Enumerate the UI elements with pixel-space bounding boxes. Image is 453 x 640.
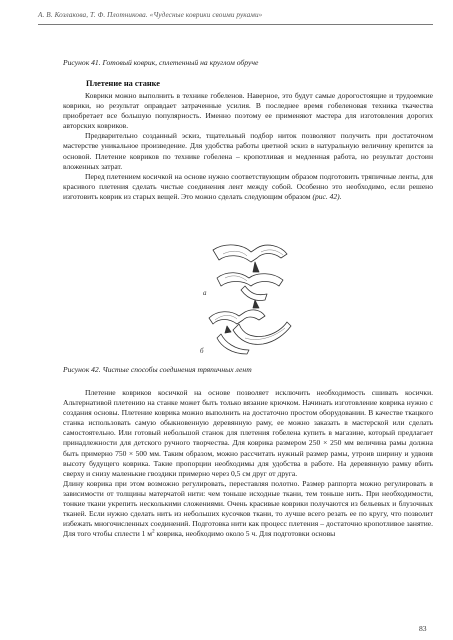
figure-reference: (рис. 42). bbox=[312, 191, 342, 201]
text-block-1 bbox=[63, 91, 433, 202]
paragraph: Предварительно созданный эскиз, тщательный подбор ниток позволяют получить при достаточном мастерстве уникальное произведение. Для удобства работы цветной эскиз в натуральную величину крепится за основой. Плетение ковриков по технике гобелена – кропотливая и медленная работа, но результат достоин вложенных затрат. bbox=[63, 131, 433, 171]
paragraph-text: Перед плетением косичкой на основе нужно соответствующим образом подготовить тряпичные ленты, для красивого плетения сделать чистые соединения лент между собой. Особенно это необходимо, если решено изготовить коврик из старых вещей. Это можно сделать следующим образом bbox=[63, 171, 433, 201]
section-title: Плетение на станке bbox=[86, 79, 160, 88]
paragraph-text-end: коврика, необходимо около 5 ч. Для подготовки основы bbox=[154, 529, 336, 539]
paragraph bbox=[63, 172, 433, 202]
ribbon-joining-illustration bbox=[195, 238, 305, 358]
page-number: 83 bbox=[419, 624, 427, 633]
text-block-2 bbox=[63, 388, 433, 539]
header-rule bbox=[38, 24, 433, 25]
figure-41-caption: Рисунок 41. Готовый коврик, сплетенный на круглом обруче bbox=[63, 58, 259, 67]
superscript: 2 bbox=[152, 529, 155, 535]
paragraph: Плетение ковриков косичкой на основе позволяет исключить необходимость сшивать косички. Альтернативой плетению на станке может быть только вязание крючком. Начинать изготовление коврика нужно с создания основы. Плетение коврика можно выполнить на достаточно простом оборудовании. В качестве ткацкого станка использовать самую обыкновенную деревянную раму, ее можно заказать в мастерской или сделать самостоятельно. Или готовый небольшой станок для плетения гобелена купить в магазине, который предлагает принадлежности для детского ручного творчества. Для коврика размером 250 × 250 мм величина рамы должна быть примерно 750 × 500 мм. Таким образом, можно рассчитать нужный размер рамы, утроив ширину и удвоив высоту будущего коврика. Такие пропорции необходимы для удобства в работе. На деревянную рамку вбить сверху и снизу маленькие гвоздики примерно через 0,5 см друг от друга. bbox=[63, 388, 433, 478]
figure-42-caption: Рисунок 42. Чистые способы соединения тряпичных лент bbox=[63, 365, 252, 374]
paragraph-text: Длину коврика при этом возможно регулировать, переставляя полотно. Размер раппорта можно регулировать в зависимости от толщины матерчатой нити: чем тоньше исходные ткани, тем тоньше нить. При необходимости, тонкие ткани укрепить несколькими сложениями. Очень красивые коврики получаются из бельевых и блузочных тканей. Если нужно сделать нить из небольших кусочков ткани, то лучше всего резать ее по кругу, что позволит избежать многочисленных соединений. Подготовка нити как процесс плетения – достаточно кропотливое занятие. Для того чтобы сплести 1 м bbox=[63, 478, 433, 539]
paragraph bbox=[63, 479, 433, 540]
figure-label-a: а bbox=[203, 289, 207, 297]
paragraph: Коврики можно выполнить в технике гобеленов. Наверное, это будут самые дорогостоящие и трудоемкие коврики, но результат оправдает затраченные усилия. В последнее время гобеленовая техника ткачества приобретает все большую популярность. Именно поэтому ее применяют мастера для изготовления дорогих авторских ковриков. bbox=[63, 91, 433, 131]
figure-label-b: б bbox=[200, 347, 204, 355]
running-header: А. В. Козлакова, Т. Ф. Плотникова. «Чудесные коврики своими руками» bbox=[38, 11, 263, 19]
